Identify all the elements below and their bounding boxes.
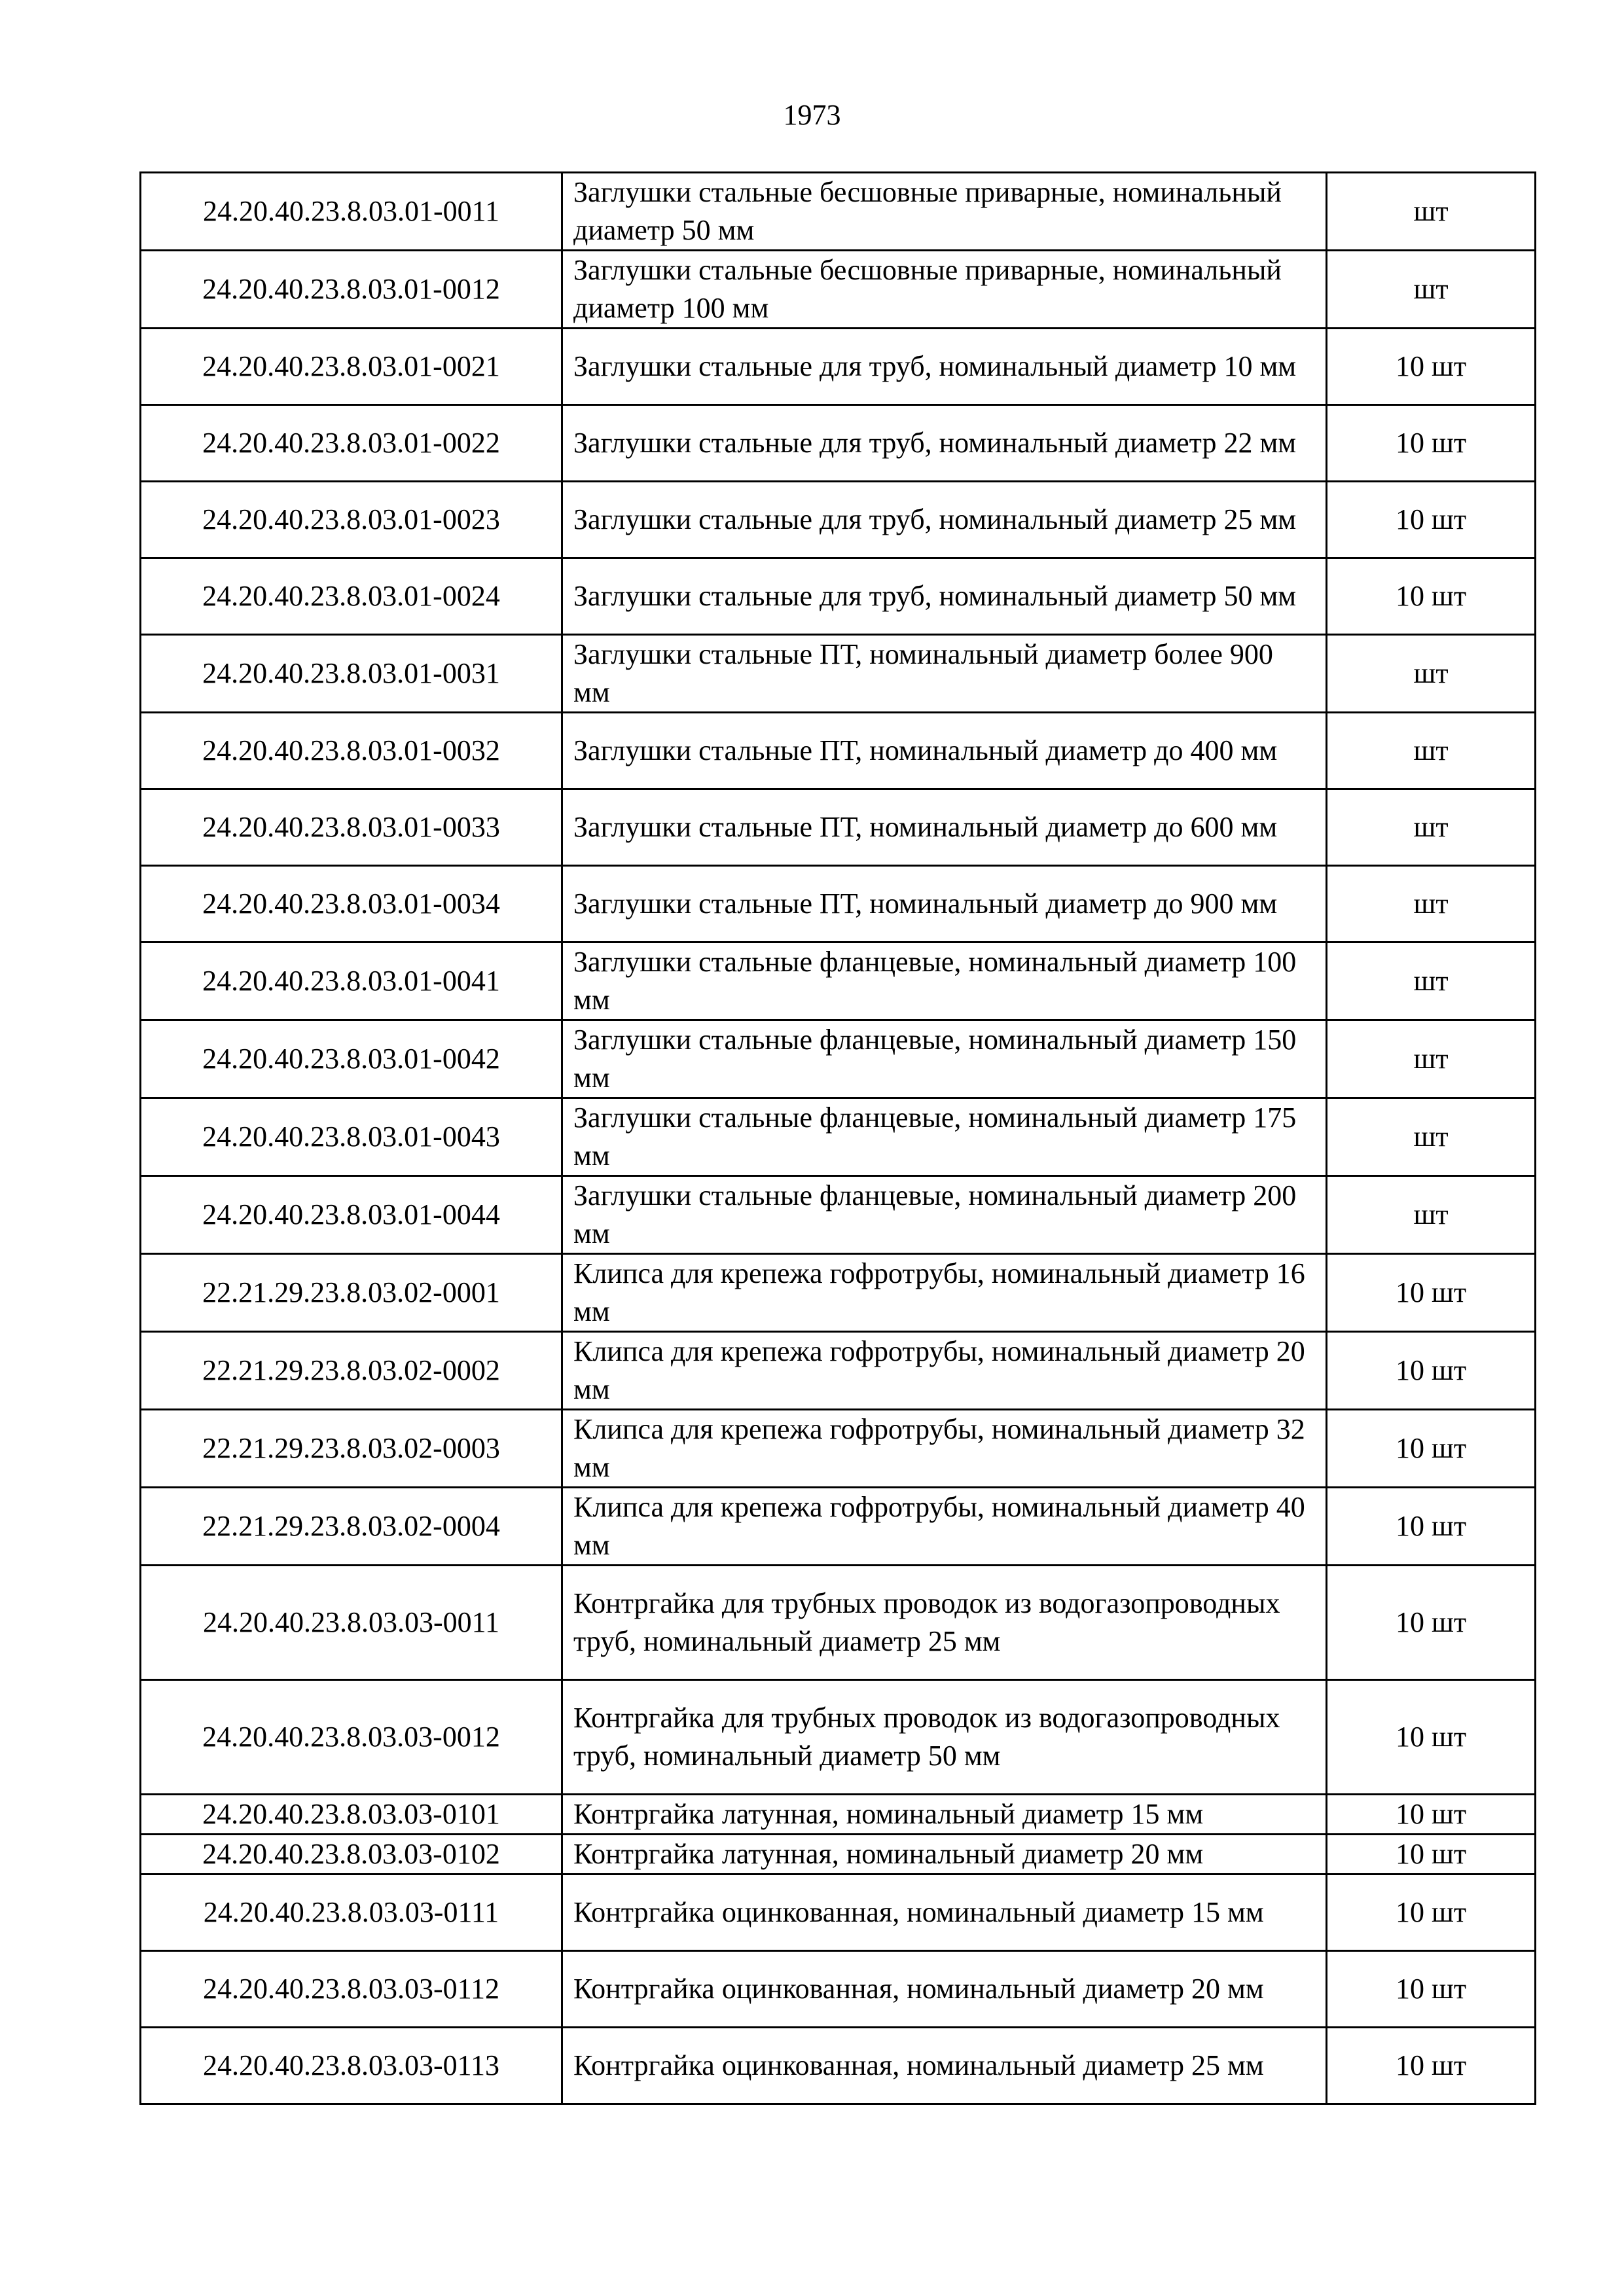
code-cell: 24.20.40.23.8.03.03-0102: [141, 1835, 562, 1874]
name-cell: Заглушки стальные ПТ, номинальный диаметр более 900 мм: [562, 635, 1327, 713]
unit-cell: 10 шт: [1327, 405, 1536, 482]
unit-cell: 10 шт: [1327, 1795, 1536, 1835]
code-cell: 24.20.40.23.8.03.01-0023: [141, 482, 562, 558]
code-cell: 24.20.40.23.8.03.01-0031: [141, 635, 562, 713]
name-cell: Контргайка оцинкованная, номинальный диаметр 25 мм: [562, 2028, 1327, 2104]
unit-cell: 10 шт: [1327, 1951, 1536, 2028]
table-row: [141, 405, 1536, 482]
table-row: [141, 1332, 1536, 1410]
table-row: [141, 173, 1536, 251]
table-row: [141, 1176, 1536, 1254]
unit-cell: 10 шт: [1327, 558, 1536, 635]
table-row: [141, 329, 1536, 405]
name-cell: Заглушки стальные фланцевые, номинальный диаметр 150 мм: [562, 1020, 1327, 1098]
unit-cell: шт: [1327, 173, 1536, 251]
unit-cell: шт: [1327, 789, 1536, 866]
name-cell: Клипса для крепежа гофротрубы, номинальный диаметр 16 мм: [562, 1254, 1327, 1332]
name-cell: Заглушки стальные для труб, номинальный диаметр 22 мм: [562, 405, 1327, 482]
unit-cell: 10 шт: [1327, 1680, 1536, 1795]
name-cell: Клипса для крепежа гофротрубы, номинальный диаметр 32 мм: [562, 1410, 1327, 1488]
code-cell: 24.20.40.23.8.03.01-0022: [141, 405, 562, 482]
table-row: [141, 1795, 1536, 1835]
code-cell: 24.20.40.23.8.03.01-0024: [141, 558, 562, 635]
name-cell: Заглушки стальные ПТ, номинальный диаметр до 900 мм: [562, 866, 1327, 942]
table-row: [141, 251, 1536, 329]
code-cell: 24.20.40.23.8.03.01-0043: [141, 1098, 562, 1176]
code-cell: 22.21.29.23.8.03.02-0004: [141, 1488, 562, 1566]
code-cell: 24.20.40.23.8.03.03-0113: [141, 2028, 562, 2104]
table-row: [141, 789, 1536, 866]
unit-cell: шт: [1327, 1176, 1536, 1254]
unit-cell: шт: [1327, 713, 1536, 789]
name-cell: Контргайка латунная, номинальный диаметр 15 мм: [562, 1795, 1327, 1835]
unit-cell: 10 шт: [1327, 1410, 1536, 1488]
name-cell: Контргайка для трубных проводок из водогазопроводных труб, номинальный диаметр 25 мм: [562, 1566, 1327, 1680]
table-row: [141, 482, 1536, 558]
unit-cell: 10 шт: [1327, 1332, 1536, 1410]
unit-cell: 10 шт: [1327, 1254, 1536, 1332]
table-row: [141, 1874, 1536, 1951]
unit-cell: 10 шт: [1327, 329, 1536, 405]
code-cell: 24.20.40.23.8.03.01-0011: [141, 173, 562, 251]
name-cell: Контргайка оцинкованная, номинальный диаметр 20 мм: [562, 1951, 1327, 2028]
unit-cell: шт: [1327, 1098, 1536, 1176]
unit-cell: 10 шт: [1327, 1835, 1536, 1874]
code-cell: 24.20.40.23.8.03.01-0034: [141, 866, 562, 942]
code-cell: 24.20.40.23.8.03.01-0033: [141, 789, 562, 866]
table-row: [141, 1951, 1536, 2028]
name-cell: Заглушки стальные бесшовные приварные, номинальный диаметр 100 мм: [562, 251, 1327, 329]
code-cell: 24.20.40.23.8.03.01-0042: [141, 1020, 562, 1098]
page-number: 1973: [783, 99, 841, 131]
name-cell: Заглушки стальные ПТ, номинальный диаметр до 600 мм: [562, 789, 1327, 866]
unit-cell: шт: [1327, 1020, 1536, 1098]
table-row: [141, 2028, 1536, 2104]
unit-cell: шт: [1327, 866, 1536, 942]
unit-cell: шт: [1327, 942, 1536, 1020]
name-cell: Заглушки стальные фланцевые, номинальный диаметр 100 мм: [562, 942, 1327, 1020]
name-cell: Заглушки стальные для труб, номинальный диаметр 50 мм: [562, 558, 1327, 635]
code-cell: 24.20.40.23.8.03.01-0041: [141, 942, 562, 1020]
code-cell: 24.20.40.23.8.03.03-0111: [141, 1874, 562, 1951]
table-row: [141, 713, 1536, 789]
code-cell: 24.20.40.23.8.03.03-0101: [141, 1795, 562, 1835]
code-cell: 22.21.29.23.8.03.02-0001: [141, 1254, 562, 1332]
code-cell: 24.20.40.23.8.03.03-0011: [141, 1566, 562, 1680]
table-row: [141, 1566, 1536, 1680]
table-row: [141, 866, 1536, 942]
code-cell: 24.20.40.23.8.03.03-0112: [141, 1951, 562, 2028]
table-row: [141, 942, 1536, 1020]
unit-cell: 10 шт: [1327, 1488, 1536, 1566]
name-cell: Клипса для крепежа гофротрубы, номинальный диаметр 40 мм: [562, 1488, 1327, 1566]
unit-cell: 10 шт: [1327, 1566, 1536, 1680]
name-cell: Заглушки стальные для труб, номинальный диаметр 25 мм: [562, 482, 1327, 558]
name-cell: Контргайка для трубных проводок из водогазопроводных труб, номинальный диаметр 50 мм: [562, 1680, 1327, 1795]
table-row: [141, 1098, 1536, 1176]
code-cell: 22.21.29.23.8.03.02-0003: [141, 1410, 562, 1488]
name-cell: Контргайка оцинкованная, номинальный диаметр 15 мм: [562, 1874, 1327, 1951]
table-row: [141, 1410, 1536, 1488]
unit-cell: шт: [1327, 251, 1536, 329]
resource-table: [139, 171, 1536, 2105]
name-cell: Заглушки стальные для труб, номинальный диаметр 10 мм: [562, 329, 1327, 405]
unit-cell: 10 шт: [1327, 482, 1536, 558]
code-cell: 24.20.40.23.8.03.01-0012: [141, 251, 562, 329]
unit-cell: 10 шт: [1327, 1874, 1536, 1951]
name-cell: Заглушки стальные фланцевые, номинальный диаметр 200 мм: [562, 1176, 1327, 1254]
name-cell: Заглушки стальные бесшовные приварные, номинальный диаметр 50 мм: [562, 173, 1327, 251]
code-cell: 24.20.40.23.8.03.01-0021: [141, 329, 562, 405]
table-row: [141, 558, 1536, 635]
table-row: [141, 1680, 1536, 1795]
code-cell: 24.20.40.23.8.03.01-0044: [141, 1176, 562, 1254]
table-row: [141, 1020, 1536, 1098]
table-row: [141, 1835, 1536, 1874]
table-row: [141, 1488, 1536, 1566]
code-cell: 22.21.29.23.8.03.02-0002: [141, 1332, 562, 1410]
code-cell: 24.20.40.23.8.03.01-0032: [141, 713, 562, 789]
table-row: [141, 635, 1536, 713]
name-cell: Клипса для крепежа гофротрубы, номинальный диаметр 20 мм: [562, 1332, 1327, 1410]
name-cell: Контргайка латунная, номинальный диаметр 20 мм: [562, 1835, 1327, 1874]
unit-cell: шт: [1327, 635, 1536, 713]
code-cell: 24.20.40.23.8.03.03-0012: [141, 1680, 562, 1795]
name-cell: Заглушки стальные ПТ, номинальный диаметр до 400 мм: [562, 713, 1327, 789]
name-cell: Заглушки стальные фланцевые, номинальный диаметр 175 мм: [562, 1098, 1327, 1176]
unit-cell: 10 шт: [1327, 2028, 1536, 2104]
table-row: [141, 1254, 1536, 1332]
